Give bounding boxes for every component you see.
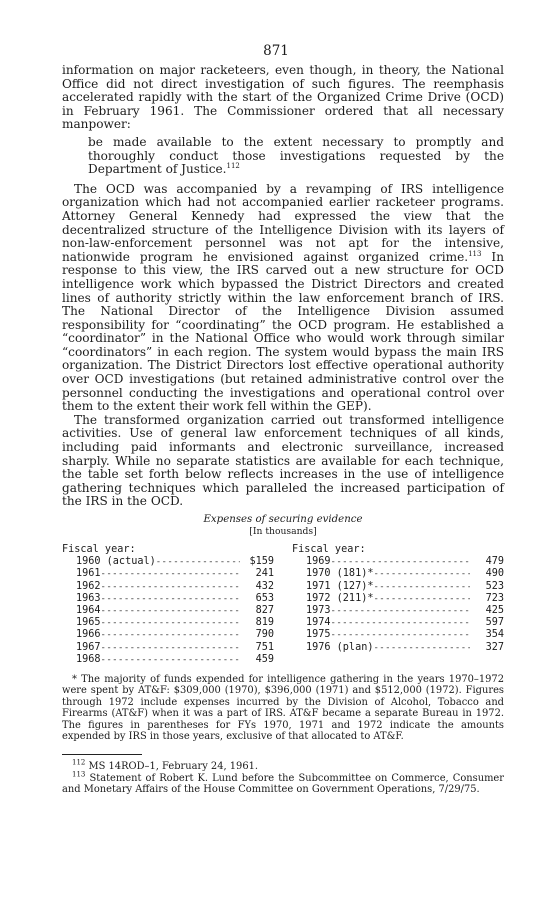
footnote-divider: [62, 754, 142, 755]
block-quote: [88, 136, 504, 177]
footnotes: [62, 761, 504, 795]
column-header: Fiscal year:: [292, 544, 366, 555]
leader-dots: [373, 568, 470, 580]
row-year: 1975: [306, 629, 331, 641]
footnote-number: 113: [72, 770, 86, 779]
row-value: 490: [485, 568, 504, 580]
footnote-text: MS 14ROD–1, February 24, 1961.: [85, 761, 259, 773]
table-subcaption: [In thousands]: [249, 526, 317, 537]
row-value: 827: [255, 605, 274, 617]
leader-dots: [101, 568, 240, 580]
page-number: 871: [263, 43, 289, 59]
table-note: * The majority of funds expended for intelligence gathering in the years 1970–1972 were spent by AT&F: $309,000 (1970), $396,000 (1971) and $512,000 (1972). Figures through 1972 include expenses incurred by the Division of Alcohol, Tobacco and Firearms (AT&F) when it was a part of IRS. AT&F became a separate Bureau in 1972. The figures in parentheses for FYs 1970, 1971 and 1972 indicate the amounts expended by IRS in those years, exclusive of that allocated to AT&F.: [62, 674, 504, 743]
expenses-table: [62, 544, 504, 666]
row-year: 1965: [76, 617, 101, 629]
row-value: 523: [485, 580, 504, 592]
table-row: [292, 581, 504, 593]
table-row: [292, 617, 504, 629]
row-year: 1962: [76, 580, 101, 592]
row-value: 653: [255, 592, 274, 604]
row-value: 459: [255, 653, 274, 665]
footnote-ref-112: 112: [226, 162, 240, 171]
leader-dots: [331, 556, 470, 568]
leader-dots: [101, 593, 240, 605]
footnote-number: 112: [72, 759, 86, 768]
row-value: 327: [485, 641, 504, 653]
table-row: [62, 654, 274, 666]
row-year: 1972 (211)*: [306, 592, 374, 604]
leader-dots: [331, 605, 470, 617]
leader-dots: [331, 629, 470, 641]
row-value: 425: [485, 605, 504, 617]
leader-dots: [373, 593, 470, 605]
leader-dots: [373, 642, 470, 654]
paragraph-2: [62, 183, 504, 414]
row-year: 1964: [76, 605, 101, 617]
row-value: $159: [249, 556, 274, 568]
table-row: [62, 629, 274, 641]
row-year: 1971 (127)*: [306, 580, 374, 592]
leader-dots: [373, 581, 470, 593]
footnote-ref-113: 113: [468, 249, 482, 258]
table-row: [62, 593, 274, 605]
table-row: [62, 617, 274, 629]
row-year: 1969: [306, 556, 331, 568]
leader-dots: [156, 556, 240, 568]
row-year: 1960 (actual): [76, 556, 156, 568]
row-year: 1967: [76, 641, 101, 653]
table-row: [292, 605, 504, 617]
row-year: 1970 (181)*: [306, 568, 374, 580]
leader-dots: [101, 617, 240, 629]
row-year: 1968: [76, 653, 101, 665]
table-row: [292, 556, 504, 568]
row-value: 241: [255, 568, 274, 580]
row-value: 723: [485, 592, 504, 604]
table-row: [62, 642, 274, 654]
table-row: [292, 629, 504, 641]
leader-dots: [101, 642, 240, 654]
table-left-column: [62, 544, 274, 666]
table-row: [292, 593, 504, 605]
quote-text: be made available to the extent necessary to promptly and thoroughly conduct those investigations requested by the Department of Justice.: [88, 134, 504, 177]
row-year: 1961: [76, 568, 101, 580]
page-body: [62, 64, 504, 796]
leader-dots: [101, 654, 240, 666]
leader-dots: [101, 605, 240, 617]
footnote-text: Statement of Robert K. Lund before the Subcommittee on Commerce, Consumer and Monetary Affairs of the House Committee on Government Operations, 7/29/75.: [62, 772, 504, 796]
paragraph-1: information on major racketeers, even though, in theory, the National Office did not direct investigation of such figures. The reemphasis accelerated rapidly with the start of the Organized Crime Drive (OCD) in February 1961. The Commissioner ordered that all necessary manpower:: [62, 63, 504, 132]
row-value: 751: [255, 641, 274, 653]
footnote: [62, 770, 504, 796]
row-value: 819: [255, 617, 274, 629]
row-value: 354: [485, 629, 504, 641]
footnote: [62, 761, 504, 772]
row-value: 790: [255, 629, 274, 641]
table-row: [62, 556, 274, 568]
table-caption: Expenses of securing evidence: [203, 514, 363, 525]
row-year: 1974: [306, 617, 331, 629]
leader-dots: [101, 581, 240, 593]
leader-dots: [101, 629, 240, 641]
table-row: [292, 642, 504, 654]
table-row: [62, 581, 274, 593]
row-value: 479: [485, 556, 504, 568]
table-row: [62, 605, 274, 617]
row-year: 1976 (plan): [306, 641, 374, 653]
leader-dots: [331, 617, 470, 629]
row-year: 1963: [76, 592, 101, 604]
column-header: Fiscal year:: [62, 544, 136, 555]
row-value: 597: [485, 617, 504, 629]
row-year: 1966: [76, 629, 101, 641]
paragraph-2-part-b: In response to this view, the IRS carved out a new structure for OCD intelligence work which bypassed the District Directors and created lines of authority strictly within the law enforcement branch of IRS. The National Director of the Intelligence Division assumed responsibility for “coordinating” the OCD program. He established a “coordinator” in the National Office who would work through similar “coordinators” in each region. The system would bypass the main IRS organization. The District Directors lost effective operational authority over OCD investigations (but retained administrative control over the personnel conducting the investigations and operational control over them to the extent their work fell within the GEP).: [62, 249, 504, 414]
table-row: [62, 568, 274, 580]
table-right-column: [292, 544, 504, 666]
row-value: 432: [255, 580, 274, 592]
paragraph-2-part-a: The OCD was accompanied by a revamping of IRS intelligence organization which had not accompanied earlier racketeer programs. Attorney General Kennedy had expressed the view that the decentralized structure of the Intelligence Division with its layers of non-law-enforcement personnel was not apt for the intensive, nationwide program he envisioned against organized crime.: [62, 181, 504, 264]
row-year: 1973: [306, 605, 331, 617]
table-row: [292, 568, 504, 580]
paragraph-3: The transformed organization carried out transformed intelligence activities. Use of general law enforcement techniques of all kinds, including paid informants and electronic surveillance, increased sharply. While no separate statistics are available for each technique, the table set forth below reflects increases in the use of intelligence gathering techniques which paralleled the increased participation of the IRS in the OCD.: [62, 412, 504, 509]
